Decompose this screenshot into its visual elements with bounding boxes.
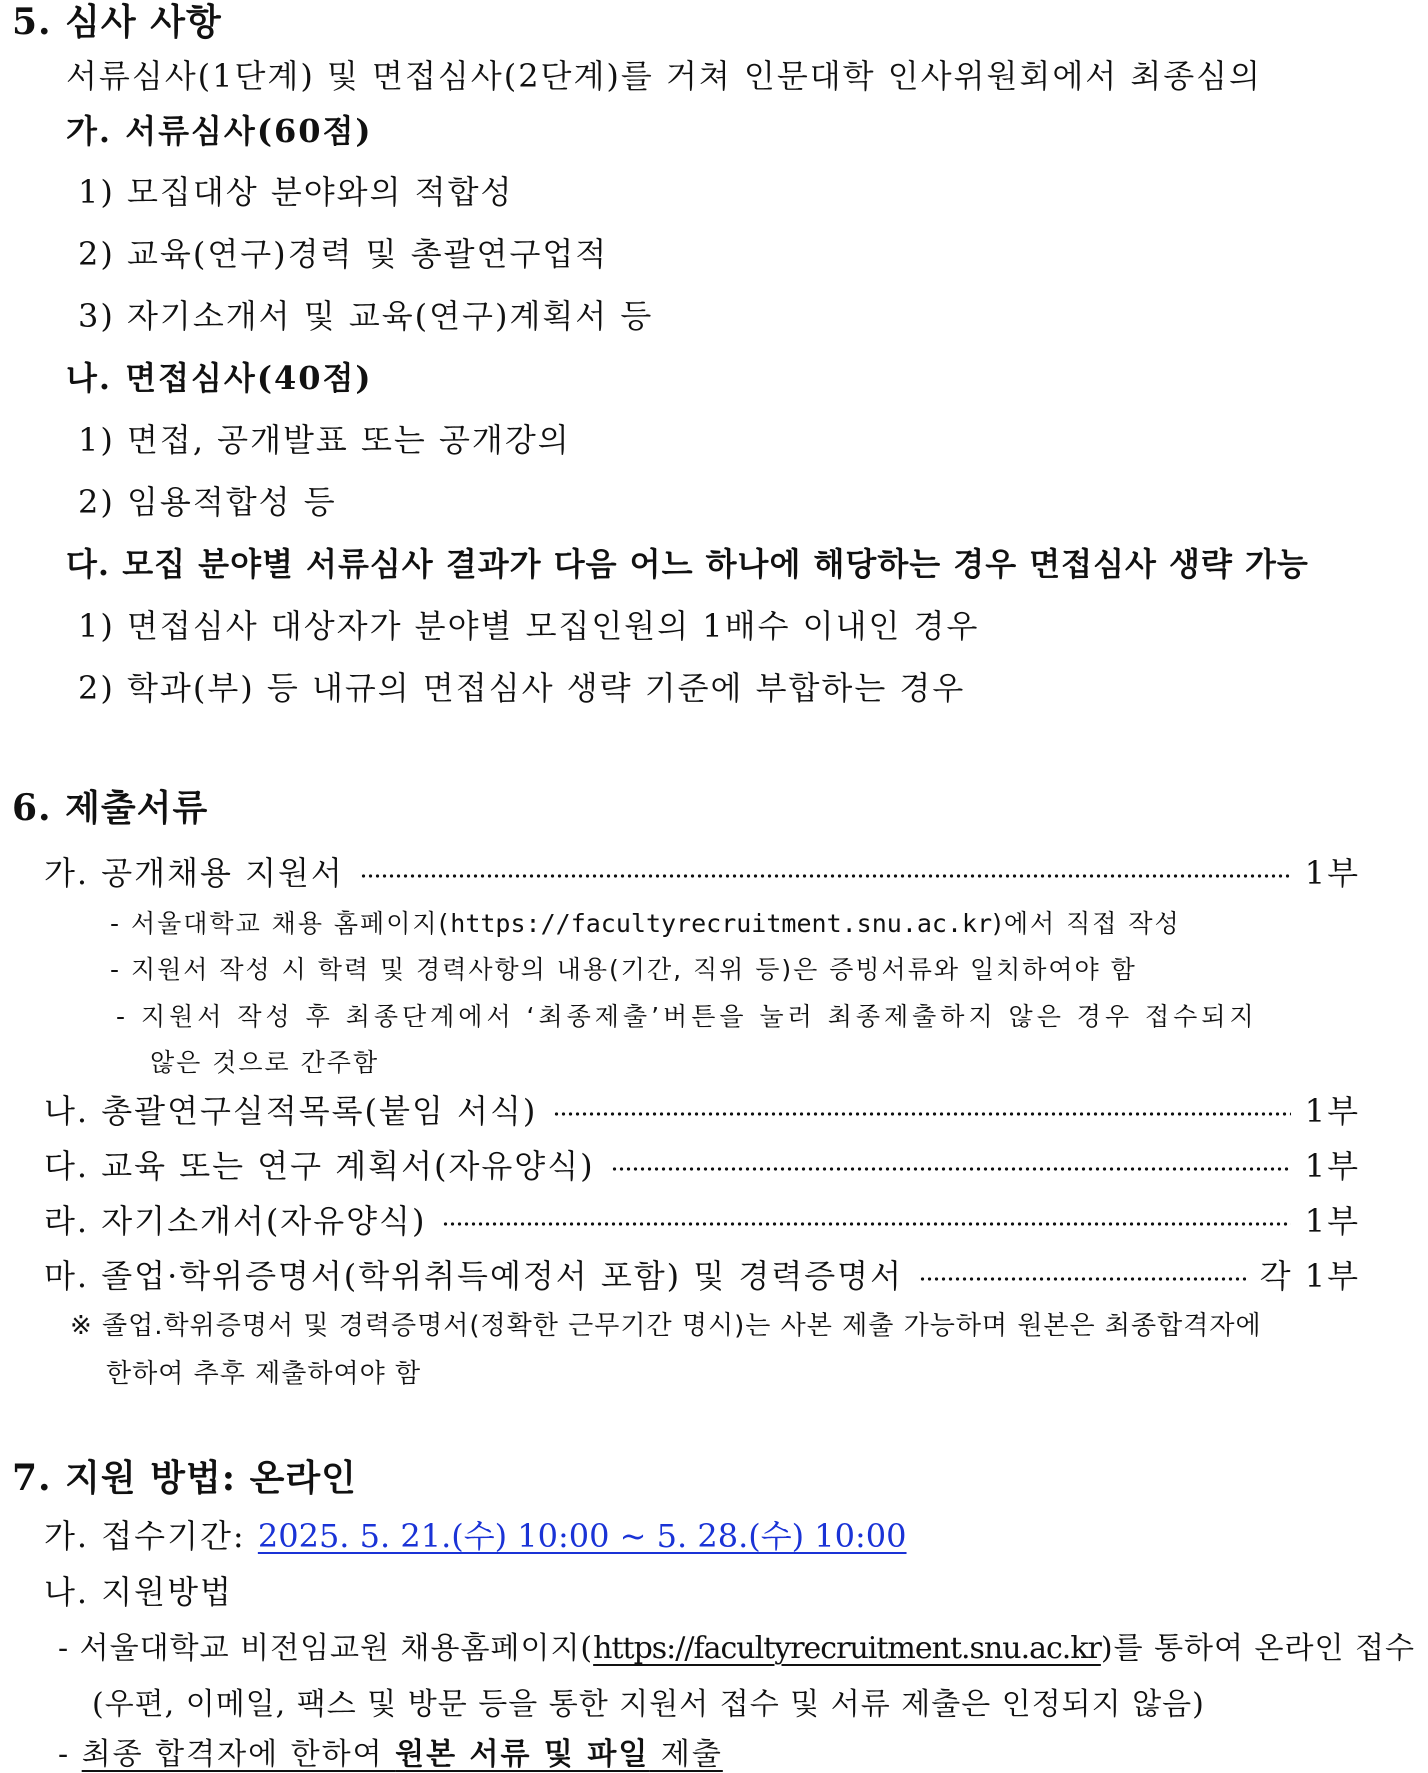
application-note: - 지원서 작성 후 최종단계에서 ‘최종제출’버튼을 눌러 최종제출하지 않은 경우 접수되지 bbox=[116, 1002, 1258, 1031]
section7-title: 7. 지원 방법: 온라인 bbox=[12, 1457, 357, 1499]
application-period bbox=[44, 1518, 907, 1555]
document-row bbox=[44, 1196, 1360, 1242]
remark: ※ 졸업.학위증명서 및 경력증명서(정확한 근무기간 명시)는 사본 제출 가능하며 원본은 최종합격자에 bbox=[70, 1311, 1262, 1341]
application-method-note: (우편, 이메일, 팩스 및 방문 등을 통한 지원서 접수 및 서류 제출은 인정되지 않음) bbox=[92, 1687, 1205, 1722]
document-label: 가. 공개채용 지원서 bbox=[44, 854, 344, 892]
section5-ga-item: 2) 교육(연구)경력 및 총괄연구업적 bbox=[78, 235, 609, 273]
document-label: 라. 자기소개서(자유양식) bbox=[44, 1202, 427, 1240]
document-row bbox=[44, 1141, 1360, 1187]
recruitment-url[interactable]: https://facultyrecruitment.snu.ac.kr bbox=[450, 909, 993, 938]
section5-ga-item: 1) 모집대상 분야와의 적합성 bbox=[78, 173, 514, 211]
section5-na-heading: 나. 면접심사(40점) bbox=[66, 359, 373, 397]
application-note: - 서울대학교 채용 홈페이지(https://facultyrecruitment.snu.ac.kr)에서 직접 작성 bbox=[110, 909, 1181, 938]
document-count: 1부 bbox=[1304, 854, 1360, 892]
application-note-continued: 않은 것으로 간주함 bbox=[150, 1048, 380, 1077]
document-row bbox=[44, 1251, 1360, 1297]
section5-da-item: 2) 학과(부) 등 내규의 면접심사 생략 기준에 부합하는 경우 bbox=[78, 669, 966, 707]
dot-leader bbox=[919, 1277, 1246, 1281]
section5-na-item: 1) 면접, 공개발표 또는 공개강의 bbox=[78, 421, 571, 459]
application-method-item: - 서울대학교 비전임교원 채용홈페이지(https://facultyrecruitment.snu.ac.kr)를 통하여 온라인 접수 bbox=[58, 1631, 1415, 1666]
section5-ga-heading: 가. 서류심사(60점) bbox=[66, 112, 373, 150]
dot-leader bbox=[360, 874, 1291, 878]
document-count: 1부 bbox=[1304, 1147, 1360, 1185]
section5-title: 5. 심사 사항 bbox=[12, 1, 222, 43]
document-label: 마. 졸업·학위증명서(학위취득예정서 포함) 및 경력증명서 bbox=[44, 1257, 903, 1295]
document-row bbox=[44, 848, 1360, 894]
section6-title: 6. 제출서류 bbox=[12, 787, 209, 829]
section5-da-heading: 다. 모집 분야별 서류심사 결과가 다음 어느 하나에 해당하는 경우 면접심사 생략 가능 bbox=[66, 545, 1309, 583]
period-label: 가. 접수기간: bbox=[44, 1517, 258, 1555]
recruitment-homepage-link[interactable]: https://facultyrecruitment.snu.ac.kr bbox=[593, 1631, 1101, 1666]
final-submission-note: 최종 합격자에 한하여 원본 서류 및 파일 제출 bbox=[81, 1737, 723, 1772]
section5-da-item: 1) 면접심사 대상자가 분야별 모집인원의 1배수 이내인 경우 bbox=[78, 607, 980, 645]
section5-intro: 서류심사(1단계) 및 면접심사(2단계)를 거쳐 인문대학 인사위원회에서 최종심의 bbox=[66, 57, 1262, 95]
document-label: 다. 교육 또는 연구 계획서(자유양식) bbox=[44, 1147, 595, 1185]
dot-leader bbox=[442, 1222, 1290, 1226]
application-method-item: - 최종 합격자에 한하여 원본 서류 및 파일 제출 bbox=[58, 1737, 723, 1772]
application-method-heading: 나. 지원방법 bbox=[44, 1573, 233, 1611]
period-value-link[interactable]: 2025. 5. 21.(수) 10:00 ~ 5. 28.(수) 10:00 bbox=[257, 1517, 907, 1555]
document-count: 1부 bbox=[1304, 1202, 1360, 1240]
dot-leader bbox=[553, 1112, 1290, 1116]
document-row bbox=[44, 1086, 1360, 1132]
section5-ga-item: 3) 자기소개서 및 교육(연구)계획서 등 bbox=[78, 297, 654, 335]
document-label: 나. 총괄연구실적목록(붙임 서식) bbox=[44, 1092, 538, 1130]
application-note: - 지원서 작성 시 학력 및 경력사항의 내용(기간, 직위 등)은 증빙서류와 일치하여야 함 bbox=[110, 955, 1137, 984]
document-count: 1부 bbox=[1304, 1092, 1360, 1130]
remark-continued: 한하여 추후 제출하여야 함 bbox=[106, 1359, 422, 1389]
document-count: 각 1부 bbox=[1259, 1257, 1360, 1295]
section5-na-item: 2) 임용적합성 등 bbox=[78, 483, 337, 521]
dot-leader bbox=[611, 1167, 1291, 1171]
